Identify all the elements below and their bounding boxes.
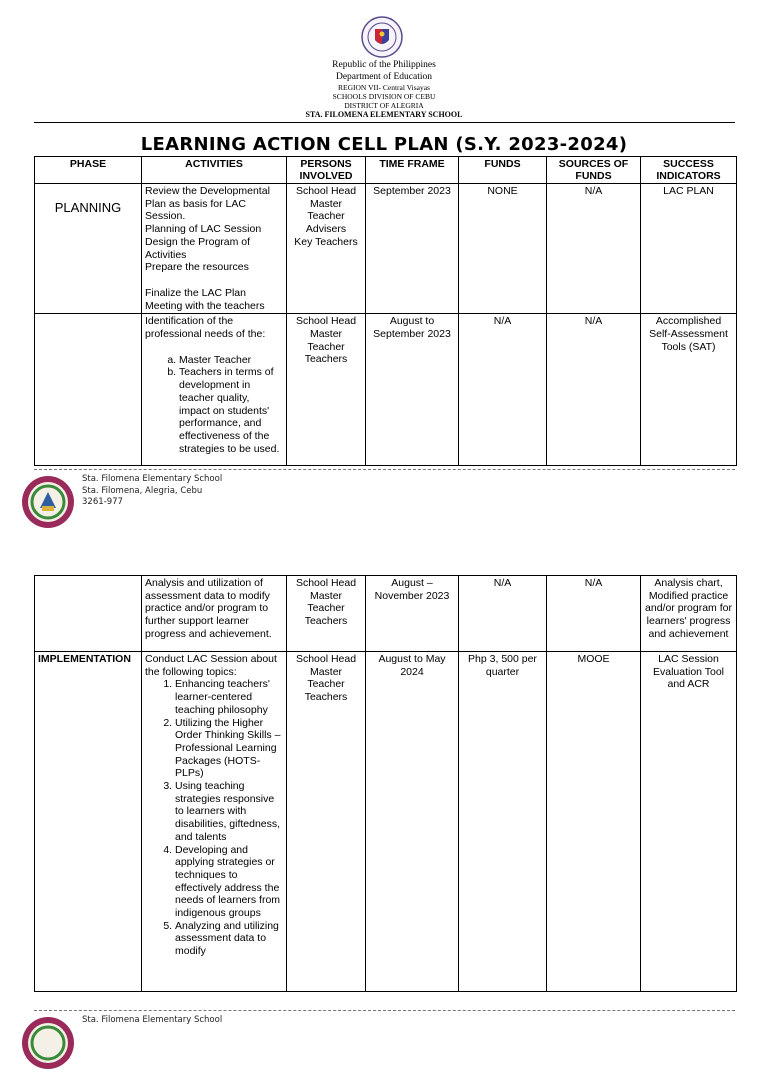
person-item: Master Teacher — [307, 665, 345, 691]
list-item: 2. Utilizing the Higher Order Thinking Skills – Professional Learning Packages (HOTS-PLPs) — [175, 717, 283, 781]
header-rule — [34, 122, 735, 123]
col-header-time: TIME FRAME — [366, 157, 459, 184]
table-row — [35, 184, 737, 314]
activities-cell: Analysis and utilization of assessment data to modify practice and/or program to further support learner progress and achievement. — [142, 576, 287, 652]
person-item: Key Teachers — [294, 235, 358, 248]
indicators-cell: LAC PLAN — [641, 184, 737, 314]
activity-list — [145, 354, 283, 456]
person-item: School Head — [295, 653, 357, 665]
header-republic: Republic of the Philippines — [332, 60, 436, 70]
indicators-cell: LAC Session Evaluation Tool and ACR — [641, 652, 737, 992]
person-item: Teachers — [304, 691, 348, 704]
sources-cell: MOOE — [547, 652, 641, 992]
activity-intro: Identification of the professional needs of the: — [145, 315, 266, 341]
phase-cell — [35, 314, 142, 466]
person-item: Master Teacher — [307, 589, 345, 615]
lac-plan-table-page1 — [34, 156, 737, 466]
page-footer — [20, 1015, 740, 1075]
col-header-sources: SOURCES OF FUNDS — [547, 157, 641, 184]
funds-cell: N/A — [459, 576, 547, 652]
sources-cell: N/A — [547, 184, 641, 314]
col-header-activities: ACTIVITIES — [142, 157, 287, 184]
header-division: SCHOOLS DIVISION OF CEBU — [332, 92, 436, 101]
activity-item: Prepare the resources — [145, 261, 249, 274]
activity-intro: Conduct LAC Session about the following topics: — [145, 653, 277, 678]
sources-cell: N/A — [547, 576, 641, 652]
footer-rule — [34, 1010, 735, 1011]
col-header-persons: PERSONS INVOLVED — [287, 157, 366, 184]
footer-address: Sta. Filomena, Alegria, Cebu — [82, 485, 203, 496]
time-cell: August – November 2023 — [366, 576, 459, 652]
person-item: Teachers — [304, 615, 348, 628]
activity-item: Design the Program of Activities — [145, 235, 251, 261]
footer-school-name: Sta. Filomena Elementary School — [82, 474, 223, 484]
list-item: b. Teachers in terms of development in teacher quality, impact on students' performance, and effectiveness of the strategies to be used. — [179, 366, 283, 455]
time-cell: August to September 2023 — [366, 314, 459, 466]
activities-cell — [142, 314, 287, 466]
persons-cell — [287, 314, 366, 466]
school-logo-icon — [20, 1015, 76, 1071]
indicators-cell: Analysis chart, Modified practice and/or program for learners' progress and achievement — [641, 576, 737, 652]
person-item: School Head — [295, 185, 357, 197]
person-item: School Head — [295, 315, 357, 328]
list-item: 4. Developing and applying strategies or techniques to effectively address the needs of learners from indigenous groups — [175, 844, 283, 920]
footer-phone: 3261-977 — [82, 497, 123, 507]
list-item: 3. Using teaching strategies responsive to learners with disabilities, giftedness, and talents — [175, 780, 283, 844]
activity-list — [145, 678, 283, 957]
activities-cell — [142, 652, 287, 992]
table-header-row — [35, 157, 737, 184]
school-logo-icon — [20, 474, 76, 530]
persons-cell — [287, 184, 366, 314]
activity-item: Finalize the LAC Plan — [145, 286, 246, 299]
footer-school-name: Sta. Filomena Elementary School — [82, 1015, 223, 1025]
page-footer — [20, 474, 740, 534]
lac-plan-table-page2 — [34, 575, 737, 992]
activity-item: Meeting with the teachers — [145, 299, 265, 312]
col-header-funds: FUNDS — [459, 157, 547, 184]
funds-cell: NONE — [459, 184, 547, 314]
table-row — [35, 652, 737, 992]
header-department: Department of Education — [335, 72, 433, 82]
person-item: Teachers — [304, 353, 348, 366]
activity-item: Review the Developmental Plan as basis for LAC Session. — [145, 185, 270, 223]
time-cell: September 2023 — [366, 184, 459, 314]
person-item: Master Teacher — [307, 197, 345, 223]
sources-cell: N/A — [547, 314, 641, 466]
person-item: Advisers — [305, 223, 347, 236]
header-district: DISTRICT OF ALEGRIA — [344, 101, 424, 110]
deped-seal-icon — [361, 16, 403, 58]
list-item: 1. Enhancing teachers' learner-centered teaching philosophy — [175, 678, 283, 716]
phase-cell: PLANNING — [35, 184, 142, 314]
time-cell: August to May 2024 — [366, 652, 459, 992]
indicators-cell: Accomplished Self-Assessment Tools (SAT) — [641, 314, 737, 466]
list-item: a. Master Teacher — [179, 354, 283, 367]
header-school: STA. FILOMENA ELEMENTARY SCHOOL — [305, 110, 463, 119]
header-region: REGION VII- Central Visayas — [338, 83, 430, 92]
table-row — [35, 576, 737, 652]
persons-cell — [287, 576, 366, 652]
person-item: Master Teacher — [307, 328, 345, 353]
page-title: LEARNING ACTION CELL PLAN (S.Y. 2023-2024) — [140, 134, 628, 155]
phase-cell: IMPLEMENTATION — [35, 652, 142, 992]
funds-cell: Php 3, 500 per quarter — [459, 652, 547, 992]
footer-rule — [34, 469, 735, 470]
activities-cell — [142, 184, 287, 314]
list-item: 5. Analyzing and utilizing assessment data to modify — [175, 920, 283, 958]
activity-item: Planning of LAC Session — [145, 223, 262, 236]
col-header-indicators: SUCCESS INDICATORS — [641, 157, 737, 184]
person-item: School Head — [295, 577, 357, 589]
phase-cell — [35, 576, 142, 652]
col-header-phase: PHASE — [35, 157, 142, 184]
funds-cell: N/A — [459, 314, 547, 466]
table-row — [35, 314, 737, 466]
persons-cell — [287, 652, 366, 992]
